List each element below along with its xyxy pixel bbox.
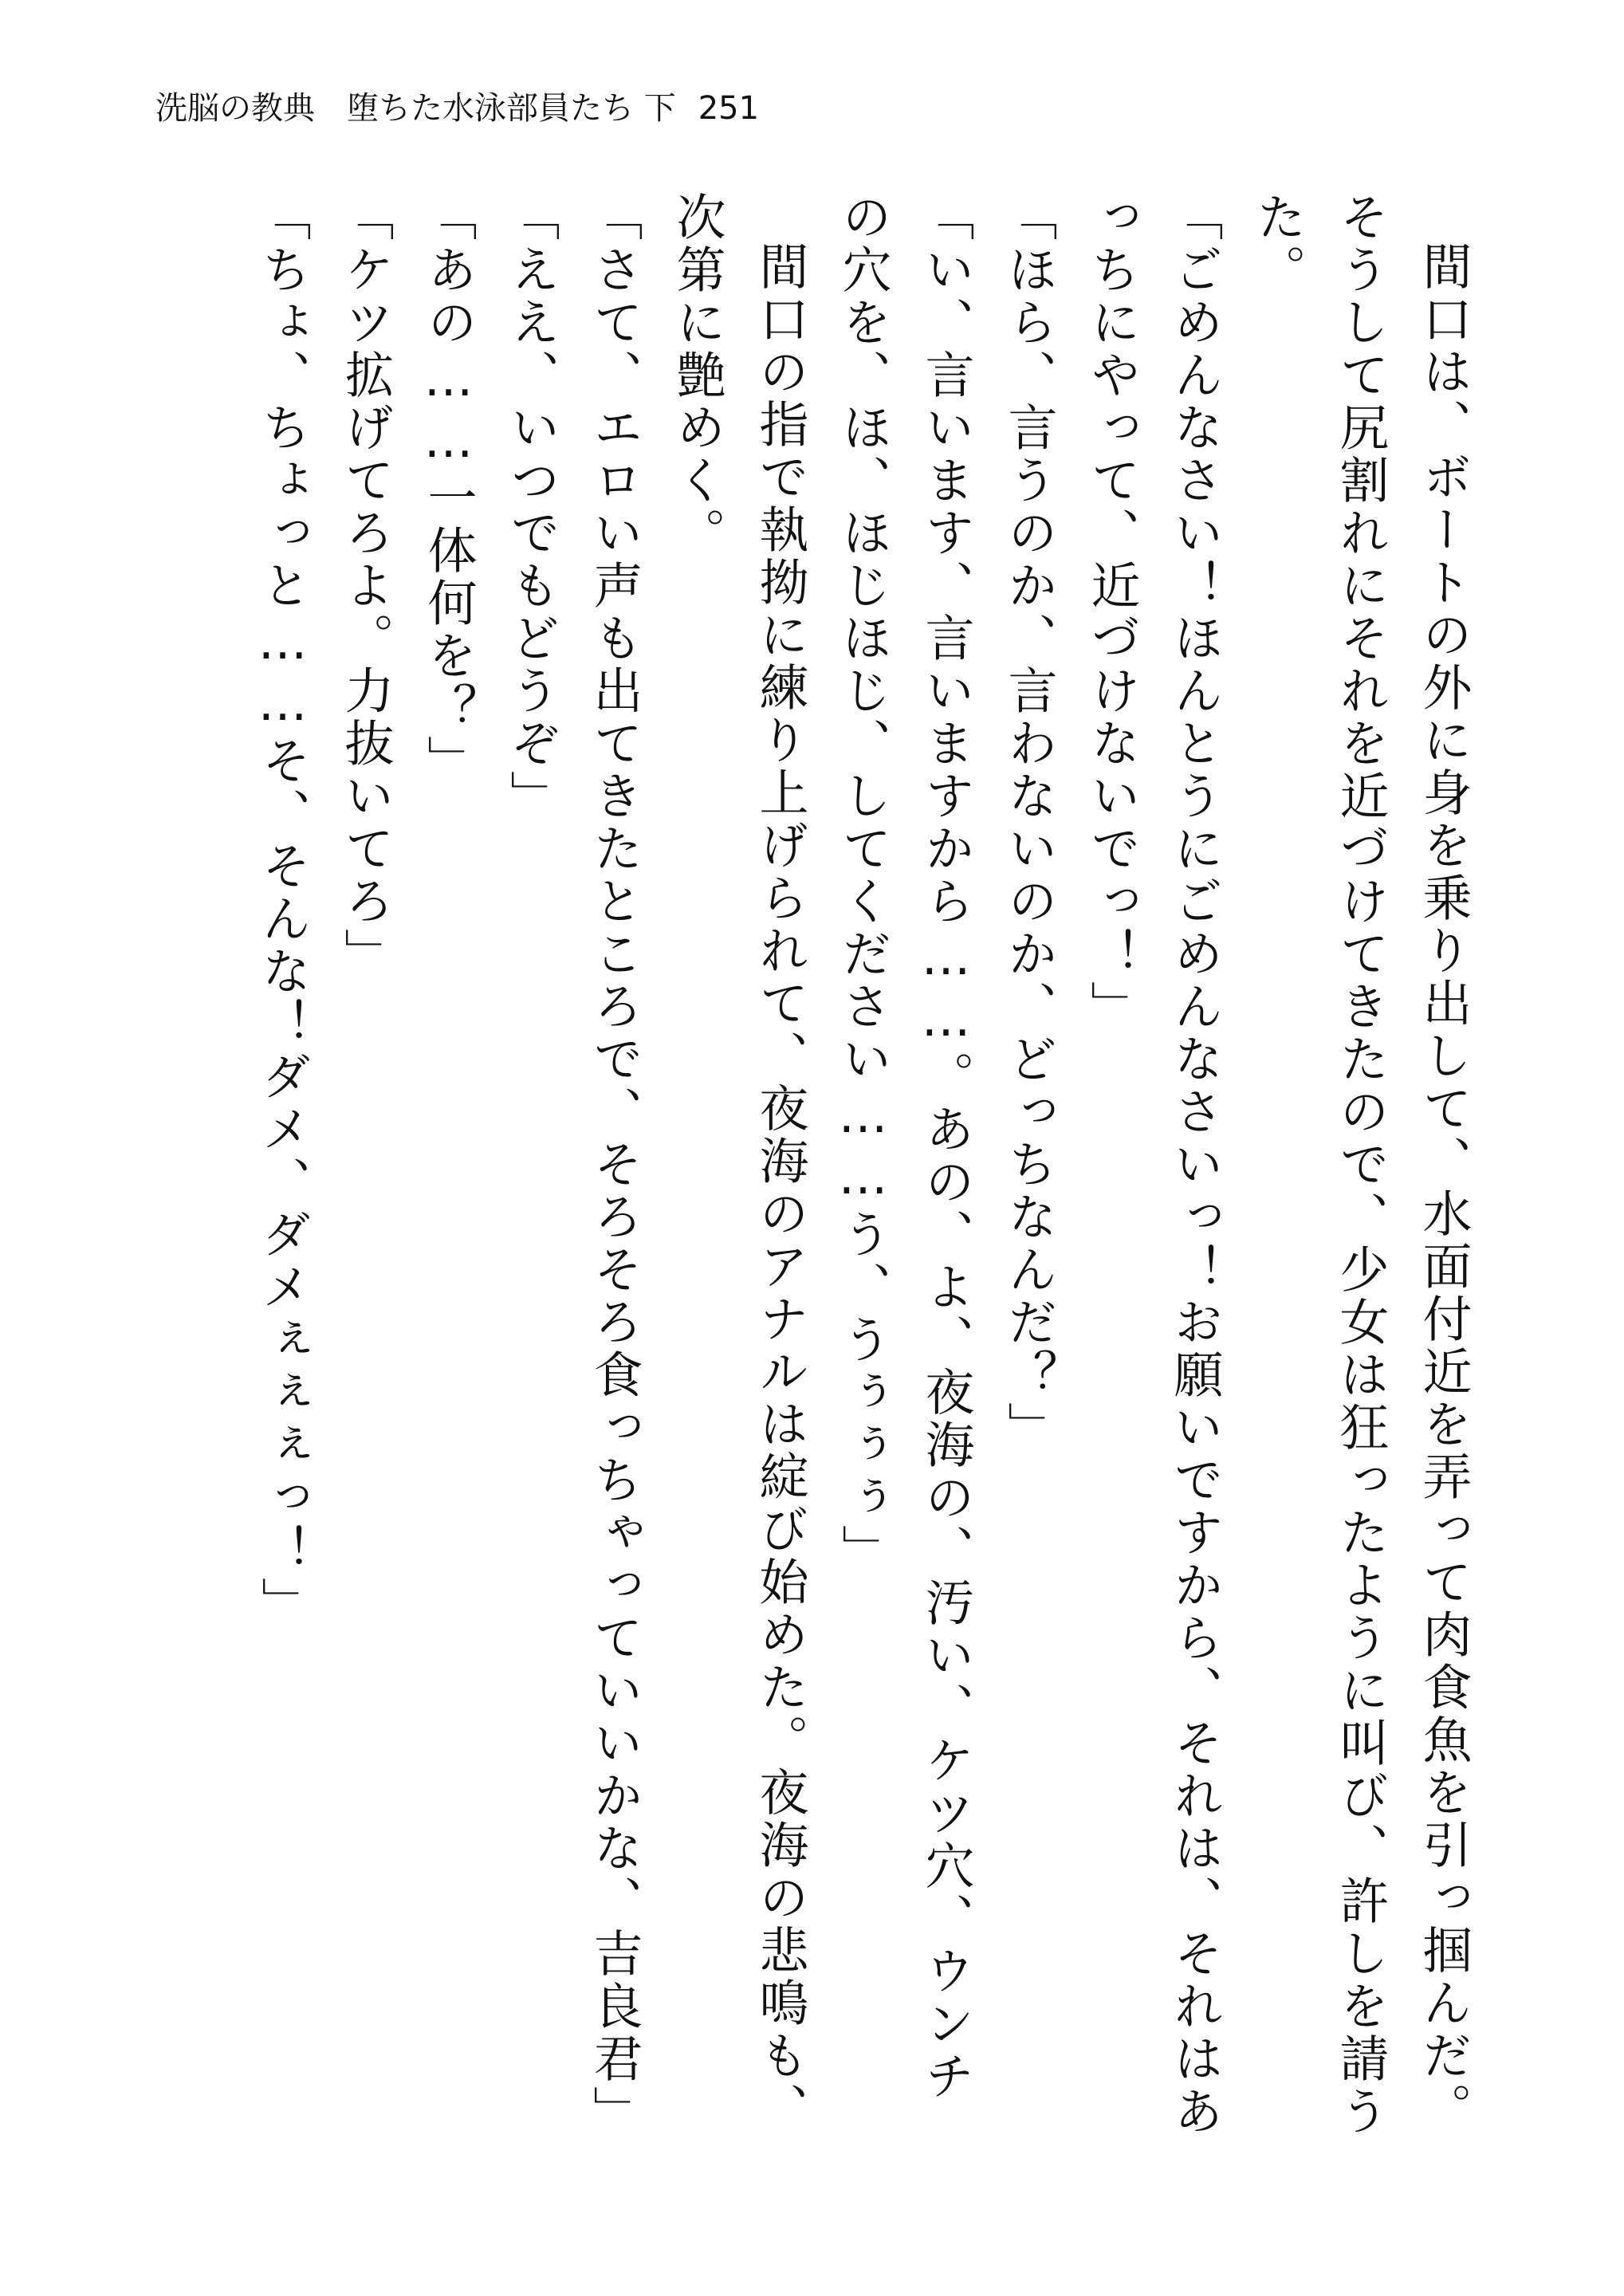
paragraph-dialogue: 「あの……一体何を？」: [419, 191, 478, 788]
book-title: 洗脳の教典 堕ちた水泳部員たち 下: [155, 90, 676, 127]
running-header: [155, 89, 759, 128]
paragraph-narration: 間口の指で執拗に練り上げられて、夜海のアナルは綻び始めた。夜海の悲鳴も、次第に艶めく。: [668, 191, 809, 2135]
paragraph-narration: 間口は、ボートの外に身を乗り出して、水面付近を弄って肉食魚を引っ掴んだ。そうして尻割れにそれを近づけてきたので、少女は狂ったように叫び、許しを請うた。: [1248, 191, 1473, 2138]
paragraph-dialogue: 「い、言います、言いますから……。あの、よ、夜海の、汚い、ケツ穴、ウンチの穴を、ほ、ほじほじ、してください……う、うぅぅぅ」: [834, 191, 975, 2103]
vertical-body-text: [241, 191, 1484, 2152]
paragraph-dialogue: 「ええ、いつでもどうぞ」: [502, 191, 560, 823]
paragraph-dialogue: 「ごめんなさい！ほんとうにごめんなさいっ！お願いですから、それは、それはあっちにやって、近づけないでっ！」: [1083, 191, 1224, 2138]
page-number: 251: [698, 90, 760, 127]
paragraph-dialogue: 「ほら、言うのか、言わないのか、どっちなんだ？」: [1000, 191, 1058, 1454]
paragraph-dialogue: 「ケツ拡げてろよ。力抜いてろ」: [336, 191, 395, 981]
paragraph-dialogue: 「さて、エロい声も出てきたところで、そろそろ食っちゃっていいかな、吉良君」: [585, 191, 643, 2138]
paragraph-dialogue: 「ちょ、ちょっと……そ、そんな！ダメ、ダメぇぇぇっ！」: [254, 191, 312, 1630]
